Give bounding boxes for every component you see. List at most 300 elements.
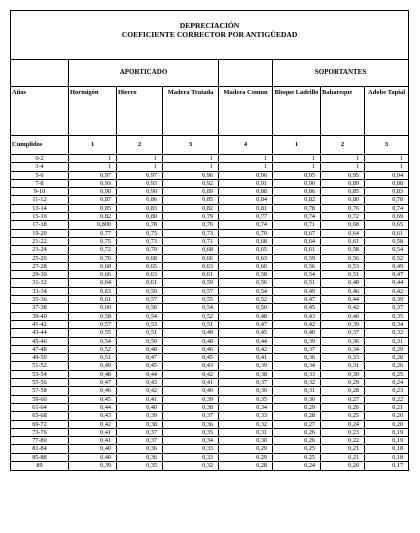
table-row bbox=[11, 337, 409, 345]
coefficient-cell: 0,65 bbox=[117, 262, 163, 270]
table-row bbox=[11, 171, 409, 179]
row-years-cell: 73-76 bbox=[11, 428, 69, 436]
coefficient-cell: 0,42 bbox=[365, 287, 409, 295]
table-row bbox=[11, 329, 409, 337]
row-years-cell: 47-48 bbox=[11, 345, 69, 353]
coefficient-cell: 0,54 bbox=[219, 287, 273, 295]
coefficient-cell: 0,28 bbox=[365, 354, 409, 362]
coefficient-cell: 0,73 bbox=[117, 237, 163, 245]
coefficient-cell: 0,19 bbox=[365, 437, 409, 445]
coefficient-cell: 0,72 bbox=[321, 213, 365, 221]
coefficient-cell: 0,80 bbox=[321, 196, 365, 204]
coefficient-cell: 1 bbox=[273, 155, 321, 163]
row-years-cell: 39-40 bbox=[11, 312, 69, 320]
coefficient-cell: 0,44 bbox=[117, 370, 163, 378]
table-row bbox=[11, 246, 409, 254]
coefficient-cell: 0,31 bbox=[365, 337, 409, 345]
coefficient-cell: 0,91 bbox=[219, 179, 273, 187]
coefficient-cell: 0,37 bbox=[117, 428, 163, 436]
row-years-cell: 43-44 bbox=[11, 329, 69, 337]
coefficient-cell: 0,68 bbox=[117, 254, 163, 262]
coefficient-cell: 0,41 bbox=[219, 354, 273, 362]
coefficient-cell: 0,68 bbox=[321, 221, 365, 229]
coefficient-cell: 0,42 bbox=[163, 370, 219, 378]
row-years-cell: 9-10 bbox=[11, 188, 69, 196]
row-years-cell: 27-28 bbox=[11, 262, 69, 270]
coefficient-cell: 0,46 bbox=[163, 345, 219, 353]
coefficient-cell: 0,25 bbox=[273, 453, 321, 461]
row-years-cell: 15-16 bbox=[11, 213, 69, 221]
coefficient-cell: 0,92 bbox=[163, 179, 219, 187]
coefficient-cell: 0,66 bbox=[163, 254, 219, 262]
coefficient-cell: 0,76 bbox=[163, 221, 219, 229]
coefficient-cell: 0,42 bbox=[219, 345, 273, 353]
coefficient-cell: 0,59 bbox=[117, 287, 163, 295]
row-years-cell: 3-4 bbox=[11, 163, 69, 171]
coefficient-cell: 0,41 bbox=[117, 395, 163, 403]
coefficient-cell: 0,45 bbox=[69, 395, 117, 403]
coefficient-cell: 0,30 bbox=[321, 370, 365, 378]
coefficient-cell: 0,65 bbox=[219, 246, 273, 254]
coefficient-cell: 0,36 bbox=[163, 420, 219, 428]
table-row bbox=[11, 196, 409, 204]
coefficient-cell: 0,77 bbox=[69, 229, 117, 237]
coefficient-cell: 0,33 bbox=[219, 412, 273, 420]
coefficient-cell: 0,97 bbox=[117, 171, 163, 179]
coefficient-cell: 0,61 bbox=[321, 237, 365, 245]
coefficient-cell: 1 bbox=[69, 163, 117, 171]
row-years-cell: 17-18 bbox=[11, 221, 69, 229]
coefficient-cell: 0,55 bbox=[163, 296, 219, 304]
table-row bbox=[11, 279, 409, 287]
coefficient-cell: 0,32 bbox=[273, 379, 321, 387]
col-number: 1 bbox=[273, 136, 321, 155]
coefficient-cell: 0,87 bbox=[69, 196, 117, 204]
coefficient-cell: 0,82 bbox=[163, 204, 219, 212]
coefficient-cell: 0,74 bbox=[273, 213, 321, 221]
row-years-cell: 77-80 bbox=[11, 437, 69, 445]
row-years-cell: 45-46 bbox=[11, 337, 69, 345]
coefficient-cell: 0,60 bbox=[219, 262, 273, 270]
coefficient-cell: 0,45 bbox=[117, 362, 163, 370]
coefficient-cell: 0,93 bbox=[117, 179, 163, 187]
table-title bbox=[11, 11, 409, 60]
coefficient-cell: 0,78 bbox=[273, 204, 321, 212]
coefficient-cell: 0,50 bbox=[219, 304, 273, 312]
coefficient-cell: 1 bbox=[365, 155, 409, 163]
row-years-cell: 33-34 bbox=[11, 287, 69, 295]
coefficient-cell: 0,45 bbox=[163, 354, 219, 362]
table-body bbox=[11, 155, 409, 471]
coefficient-cell: 0,61 bbox=[117, 279, 163, 287]
coefficient-cell: 0,47 bbox=[117, 354, 163, 362]
coefficient-cell: 0,24 bbox=[273, 461, 321, 470]
row-years-cell: 19-20 bbox=[11, 229, 69, 237]
coefficient-cell: 0,28 bbox=[219, 461, 273, 470]
coefficient-cell: 0,84 bbox=[219, 196, 273, 204]
table-row bbox=[11, 379, 409, 387]
coefficient-cell: 0,48 bbox=[69, 370, 117, 378]
coefficient-cell: 0,40 bbox=[69, 445, 117, 453]
table-row bbox=[11, 370, 409, 378]
row-years-cell: 23-24 bbox=[11, 246, 69, 254]
coefficient-cell: 0,54 bbox=[117, 312, 163, 320]
coefficient-cell: 0,37 bbox=[321, 329, 365, 337]
coefficient-cell: 0,42 bbox=[69, 420, 117, 428]
coefficient-cell: 0,89 bbox=[321, 179, 365, 187]
col-number: 3 bbox=[163, 136, 219, 155]
row-years-cell: 51-52 bbox=[11, 362, 69, 370]
coefficient-cell: 0,55 bbox=[69, 329, 117, 337]
coefficient-cell: 0,35 bbox=[219, 395, 273, 403]
coefficient-cell: 0,18 bbox=[365, 445, 409, 453]
coefficient-cell: 0,56 bbox=[219, 279, 273, 287]
coefficient-cell: 0,51 bbox=[273, 279, 321, 287]
coefficient-cell: 0,40 bbox=[69, 453, 117, 461]
col-number: 2 bbox=[117, 136, 163, 155]
row-years-cell: 35-36 bbox=[11, 296, 69, 304]
coefficient-cell: 0,78 bbox=[117, 221, 163, 229]
coefficient-cell: 0,54 bbox=[163, 304, 219, 312]
coefficient-cell: 0,82 bbox=[69, 213, 117, 221]
coefficient-cell: 0,61 bbox=[273, 246, 321, 254]
coefficient-cell: 0,40 bbox=[273, 329, 321, 337]
coefficient-cell: 0,23 bbox=[321, 428, 365, 436]
coefficient-cell: 1 bbox=[273, 163, 321, 171]
coefficient-cell: 0,27 bbox=[273, 420, 321, 428]
header-madera-tratada: Madera Tratada bbox=[163, 87, 219, 136]
coefficient-cell: 0,800 bbox=[69, 221, 117, 229]
table-row bbox=[11, 387, 409, 395]
coefficient-cell: 0,36 bbox=[273, 354, 321, 362]
coefficient-cell: 0,89 bbox=[163, 188, 219, 196]
coefficient-cell: 0,35 bbox=[365, 312, 409, 320]
coefficient-cell: 0,67 bbox=[273, 229, 321, 237]
coefficient-cell: 0,26 bbox=[273, 428, 321, 436]
coefficient-cell: 0,33 bbox=[273, 370, 321, 378]
coefficient-cell: 0,74 bbox=[219, 221, 273, 229]
coefficient-cell: 0,25 bbox=[321, 412, 365, 420]
coefficient-cell: 0,49 bbox=[273, 287, 321, 295]
coefficient-cell: 1 bbox=[321, 155, 365, 163]
coefficient-cell: 0,70 bbox=[117, 246, 163, 254]
coefficient-cell: 0,74 bbox=[365, 204, 409, 212]
table-row bbox=[11, 437, 409, 445]
coefficient-cell: 0,32 bbox=[219, 420, 273, 428]
coefficient-cell: 0,56 bbox=[273, 262, 321, 270]
coefficient-cell: 0,37 bbox=[273, 345, 321, 353]
coefficient-cell: 0,47 bbox=[69, 379, 117, 387]
coefficient-cell: 0,33 bbox=[163, 445, 219, 453]
coefficient-cell: 0,34 bbox=[163, 437, 219, 445]
depreciation-table-sheet bbox=[10, 10, 408, 471]
coefficient-cell: 0,25 bbox=[365, 370, 409, 378]
row-years-cell: 55-56 bbox=[11, 379, 69, 387]
coefficient-cell: 0,50 bbox=[117, 337, 163, 345]
coefficient-cell: 0,29 bbox=[219, 445, 273, 453]
coefficient-cell: 0,52 bbox=[69, 345, 117, 353]
coefficient-cell: 0,58 bbox=[69, 312, 117, 320]
table-row bbox=[11, 237, 409, 245]
coefficient-cell: 0,52 bbox=[163, 312, 219, 320]
coefficient-cell: 0,83 bbox=[365, 188, 409, 196]
group-spacer bbox=[11, 60, 69, 87]
row-years-cell: 21-22 bbox=[11, 237, 69, 245]
table-row bbox=[11, 461, 409, 470]
coefficient-cell: 0,60 bbox=[69, 304, 117, 312]
row-years-cell: 57-58 bbox=[11, 387, 69, 395]
coefficient-cell: 0,90 bbox=[117, 188, 163, 196]
coefficient-cell: 0,61 bbox=[69, 296, 117, 304]
table-row bbox=[11, 254, 409, 262]
row-years-cell: 13-14 bbox=[11, 204, 69, 212]
coefficient-cell: 1 bbox=[69, 155, 117, 163]
row-years-cell: 49-50 bbox=[11, 354, 69, 362]
coefficient-cell: 0,68 bbox=[69, 262, 117, 270]
coefficient-cell: 0,24 bbox=[365, 379, 409, 387]
table-row bbox=[11, 412, 409, 420]
header-hormigon: Hormigón bbox=[69, 87, 117, 136]
coefficient-cell: 0,26 bbox=[365, 362, 409, 370]
coefficient-cell: 0,77 bbox=[219, 213, 273, 221]
coefficient-cell: 0,36 bbox=[321, 337, 365, 345]
coefficient-cell: 0,45 bbox=[219, 329, 273, 337]
coefficient-cell: 0,33 bbox=[321, 354, 365, 362]
coefficient-cell: 1 bbox=[321, 163, 365, 171]
row-years-cell: 85-88 bbox=[11, 453, 69, 461]
coefficient-cell: 0,95 bbox=[273, 171, 321, 179]
coefficient-cell: 0,70 bbox=[69, 254, 117, 262]
coefficient-cell: 0,33 bbox=[163, 453, 219, 461]
coefficient-cell: 0,32 bbox=[365, 329, 409, 337]
coefficient-cell: 0,19 bbox=[365, 428, 409, 436]
row-years-cell: 41-42 bbox=[11, 320, 69, 328]
table-row bbox=[11, 304, 409, 312]
coefficient-cell: 0,42 bbox=[321, 304, 365, 312]
coefficient-cell: 0,36 bbox=[117, 445, 163, 453]
coefficient-cell: 0,88 bbox=[365, 179, 409, 187]
coefficient-cell: 0,34 bbox=[273, 362, 321, 370]
table-row bbox=[11, 229, 409, 237]
group-soportantes: SOPORTANTES bbox=[273, 60, 409, 87]
coefficient-cell: 0,27 bbox=[321, 395, 365, 403]
coefficient-cell: 0,38 bbox=[163, 403, 219, 411]
coefficient-cell: 0,26 bbox=[321, 403, 365, 411]
coefficient-cell: 0,20 bbox=[321, 461, 365, 470]
title-line-1: DEPRECIACIÓN bbox=[179, 21, 240, 30]
coefficient-cell: 0,76 bbox=[321, 204, 365, 212]
row-years-cell: 5-6 bbox=[11, 171, 69, 179]
coefficient-cell: 0,82 bbox=[273, 196, 321, 204]
coefficient-cell: 0,53 bbox=[321, 262, 365, 270]
coefficient-cell: 0,56 bbox=[117, 304, 163, 312]
coefficient-cell: 0,86 bbox=[117, 196, 163, 204]
coefficient-cell: 0,38 bbox=[117, 420, 163, 428]
coefficient-cell: 0,72 bbox=[69, 246, 117, 254]
table-row bbox=[11, 354, 409, 362]
row-years-cell: 29-30 bbox=[11, 271, 69, 279]
table-row bbox=[11, 163, 409, 171]
title-line-2: COEFICIENTE CORRECTOR POR ANTIGÜEDAD bbox=[121, 30, 298, 39]
coefficient-cell: 1 bbox=[365, 163, 409, 171]
coefficient-cell: 0,34 bbox=[365, 320, 409, 328]
coefficient-cell: 0,39 bbox=[163, 395, 219, 403]
coefficient-cell: 0,44 bbox=[365, 279, 409, 287]
cumplidos-label: Cumplidos bbox=[11, 136, 69, 155]
coefficient-cell: 0,48 bbox=[117, 345, 163, 353]
coefficient-cell: 0,70 bbox=[219, 229, 273, 237]
coefficient-cell: 0,39 bbox=[321, 320, 365, 328]
coefficient-cell: 0,85 bbox=[163, 196, 219, 204]
coefficient-cell: 1 bbox=[219, 163, 273, 171]
coefficient-cell: 0,49 bbox=[365, 262, 409, 270]
coefficient-cell: 0,63 bbox=[69, 287, 117, 295]
row-years-cell: 59-60 bbox=[11, 395, 69, 403]
coefficient-cell: 0,59 bbox=[163, 279, 219, 287]
coefficient-cell: 0,37 bbox=[219, 379, 273, 387]
row-years-cell: 61-64 bbox=[11, 403, 69, 411]
coefficient-cell: 0,81 bbox=[219, 204, 273, 212]
coefficient-cell: 0,95 bbox=[321, 171, 365, 179]
coefficient-cell: 0,57 bbox=[69, 320, 117, 328]
coefficient-cell: 0,43 bbox=[163, 362, 219, 370]
coefficient-cell: 0,93 bbox=[69, 179, 117, 187]
header-anos: Años bbox=[11, 87, 69, 136]
coefficient-cell: 0,30 bbox=[219, 437, 273, 445]
col-number: 2 bbox=[321, 136, 365, 155]
coefficient-cell: 0,51 bbox=[321, 271, 365, 279]
coefficient-cell: 0,97 bbox=[69, 171, 117, 179]
coefficient-cell: 0,31 bbox=[219, 428, 273, 436]
table-row bbox=[11, 262, 409, 270]
header-madera-comun: Madera Comun bbox=[219, 87, 273, 136]
coefficient-cell: 0,44 bbox=[69, 403, 117, 411]
coefficient-cell: 1 bbox=[117, 163, 163, 171]
coefficient-cell: 0,44 bbox=[219, 337, 273, 345]
coefficient-cell: 0,61 bbox=[365, 229, 409, 237]
table-row bbox=[11, 453, 409, 461]
coefficient-cell: 0,47 bbox=[219, 320, 273, 328]
coefficient-cell: 0,64 bbox=[69, 279, 117, 287]
coefficient-cell: 0,85 bbox=[69, 204, 117, 212]
coefficient-cell: 0,40 bbox=[163, 387, 219, 395]
coefficient-cell: 0,51 bbox=[69, 354, 117, 362]
coefficient-cell: 0,63 bbox=[117, 271, 163, 279]
coefficient-cell: 0,56 bbox=[321, 254, 365, 262]
group-aporticado: APORTICADO bbox=[69, 60, 219, 87]
row-years-cell: 65-68 bbox=[11, 412, 69, 420]
table-row bbox=[11, 320, 409, 328]
coefficient-cell: 0,85 bbox=[321, 188, 365, 196]
coefficient-cell: 0,43 bbox=[69, 412, 117, 420]
table-row bbox=[11, 345, 409, 353]
coefficient-cell: 0,69 bbox=[365, 213, 409, 221]
coefficient-cell: 0,37 bbox=[365, 304, 409, 312]
coefficient-cell: 0,51 bbox=[163, 320, 219, 328]
row-years-cell: 53-54 bbox=[11, 370, 69, 378]
coefficient-cell: 0,18 bbox=[365, 453, 409, 461]
coefficient-cell: 0,24 bbox=[321, 420, 365, 428]
coefficient-cell: 0,20 bbox=[365, 412, 409, 420]
coefficient-cell: 0,20 bbox=[365, 420, 409, 428]
row-years-cell: 89 bbox=[11, 461, 69, 470]
coefficient-cell: 0,48 bbox=[163, 337, 219, 345]
coefficient-cell: 0,21 bbox=[321, 453, 365, 461]
coefficient-cell: 0,29 bbox=[321, 379, 365, 387]
coefficient-cell: 0,36 bbox=[117, 453, 163, 461]
row-years-cell: 0-2 bbox=[11, 155, 69, 163]
row-years-cell: 69-72 bbox=[11, 420, 69, 428]
coefficient-cell: 1 bbox=[219, 155, 273, 163]
coefficient-cell: 0,57 bbox=[163, 287, 219, 295]
coefficient-cell: 0,52 bbox=[219, 296, 273, 304]
row-years-cell: 7-8 bbox=[11, 179, 69, 187]
coefficient-cell: 0,57 bbox=[117, 296, 163, 304]
col-number: 3 bbox=[365, 136, 409, 155]
coefficient-cell: 0,37 bbox=[163, 412, 219, 420]
row-years-cell: 81-84 bbox=[11, 445, 69, 453]
coefficient-cell: 0,59 bbox=[273, 254, 321, 262]
coefficient-cell: 0,90 bbox=[69, 188, 117, 196]
coefficient-cell: 0,32 bbox=[163, 461, 219, 470]
coefficient-cell: 0,34 bbox=[219, 403, 273, 411]
coefficient-cell: 0,90 bbox=[273, 179, 321, 187]
coefficient-cell: 0,41 bbox=[69, 428, 117, 436]
coefficient-cell: 0,21 bbox=[365, 403, 409, 411]
coefficient-cell: 0,37 bbox=[117, 437, 163, 445]
coefficient-cell: 0,52 bbox=[365, 254, 409, 262]
coefficient-cell: 0,68 bbox=[219, 237, 273, 245]
coefficient-cell: 0,40 bbox=[321, 312, 365, 320]
coefficient-cell: 0,54 bbox=[69, 337, 117, 345]
coefficient-cell: 0,64 bbox=[273, 237, 321, 245]
coefficient-cell: 0,29 bbox=[219, 453, 273, 461]
coefficient-cell: 0,39 bbox=[117, 412, 163, 420]
table-row bbox=[11, 312, 409, 320]
coefficient-cell: 0,51 bbox=[117, 329, 163, 337]
row-years-cell: 11-12 bbox=[11, 196, 69, 204]
header-adobe-tapial: Adobe Tapial bbox=[365, 87, 409, 136]
coefficient-cell: 0,66 bbox=[69, 271, 117, 279]
coefficient-cell: 0,38 bbox=[219, 370, 273, 378]
coefficient-cell: 0,22 bbox=[365, 395, 409, 403]
coefficient-cell: 0,96 bbox=[219, 171, 273, 179]
coefficient-cell: 0,71 bbox=[273, 221, 321, 229]
coefficient-cell: 0,58 bbox=[219, 271, 273, 279]
coefficient-cell: 0,36 bbox=[219, 387, 273, 395]
coefficient-cell: 1 bbox=[117, 155, 163, 163]
row-years-cell: 31-32 bbox=[11, 279, 69, 287]
coefficient-cell: 0,26 bbox=[273, 437, 321, 445]
coefficient-cell: 0,25 bbox=[273, 445, 321, 453]
coefficient-cell: 0,54 bbox=[273, 271, 321, 279]
coefficient-cell: 0,41 bbox=[69, 437, 117, 445]
coefficient-cell: 0,61 bbox=[163, 271, 219, 279]
col-number: 4 bbox=[219, 136, 273, 155]
coefficient-cell: 0,88 bbox=[219, 188, 273, 196]
coefficient-cell: 0,23 bbox=[365, 387, 409, 395]
coefficient-cell: 0,46 bbox=[321, 287, 365, 295]
coefficient-cell: 0,43 bbox=[273, 312, 321, 320]
table-row bbox=[11, 221, 409, 229]
table-row bbox=[11, 445, 409, 453]
header-bloque-ladrillo: Bloque Ladrillo bbox=[273, 87, 321, 136]
coefficient-cell: 0,68 bbox=[163, 246, 219, 254]
table-row bbox=[11, 204, 409, 212]
header-bahareque: Bahareque bbox=[321, 87, 365, 136]
table-row bbox=[11, 188, 409, 196]
coefficient-cell: 0,73 bbox=[163, 229, 219, 237]
